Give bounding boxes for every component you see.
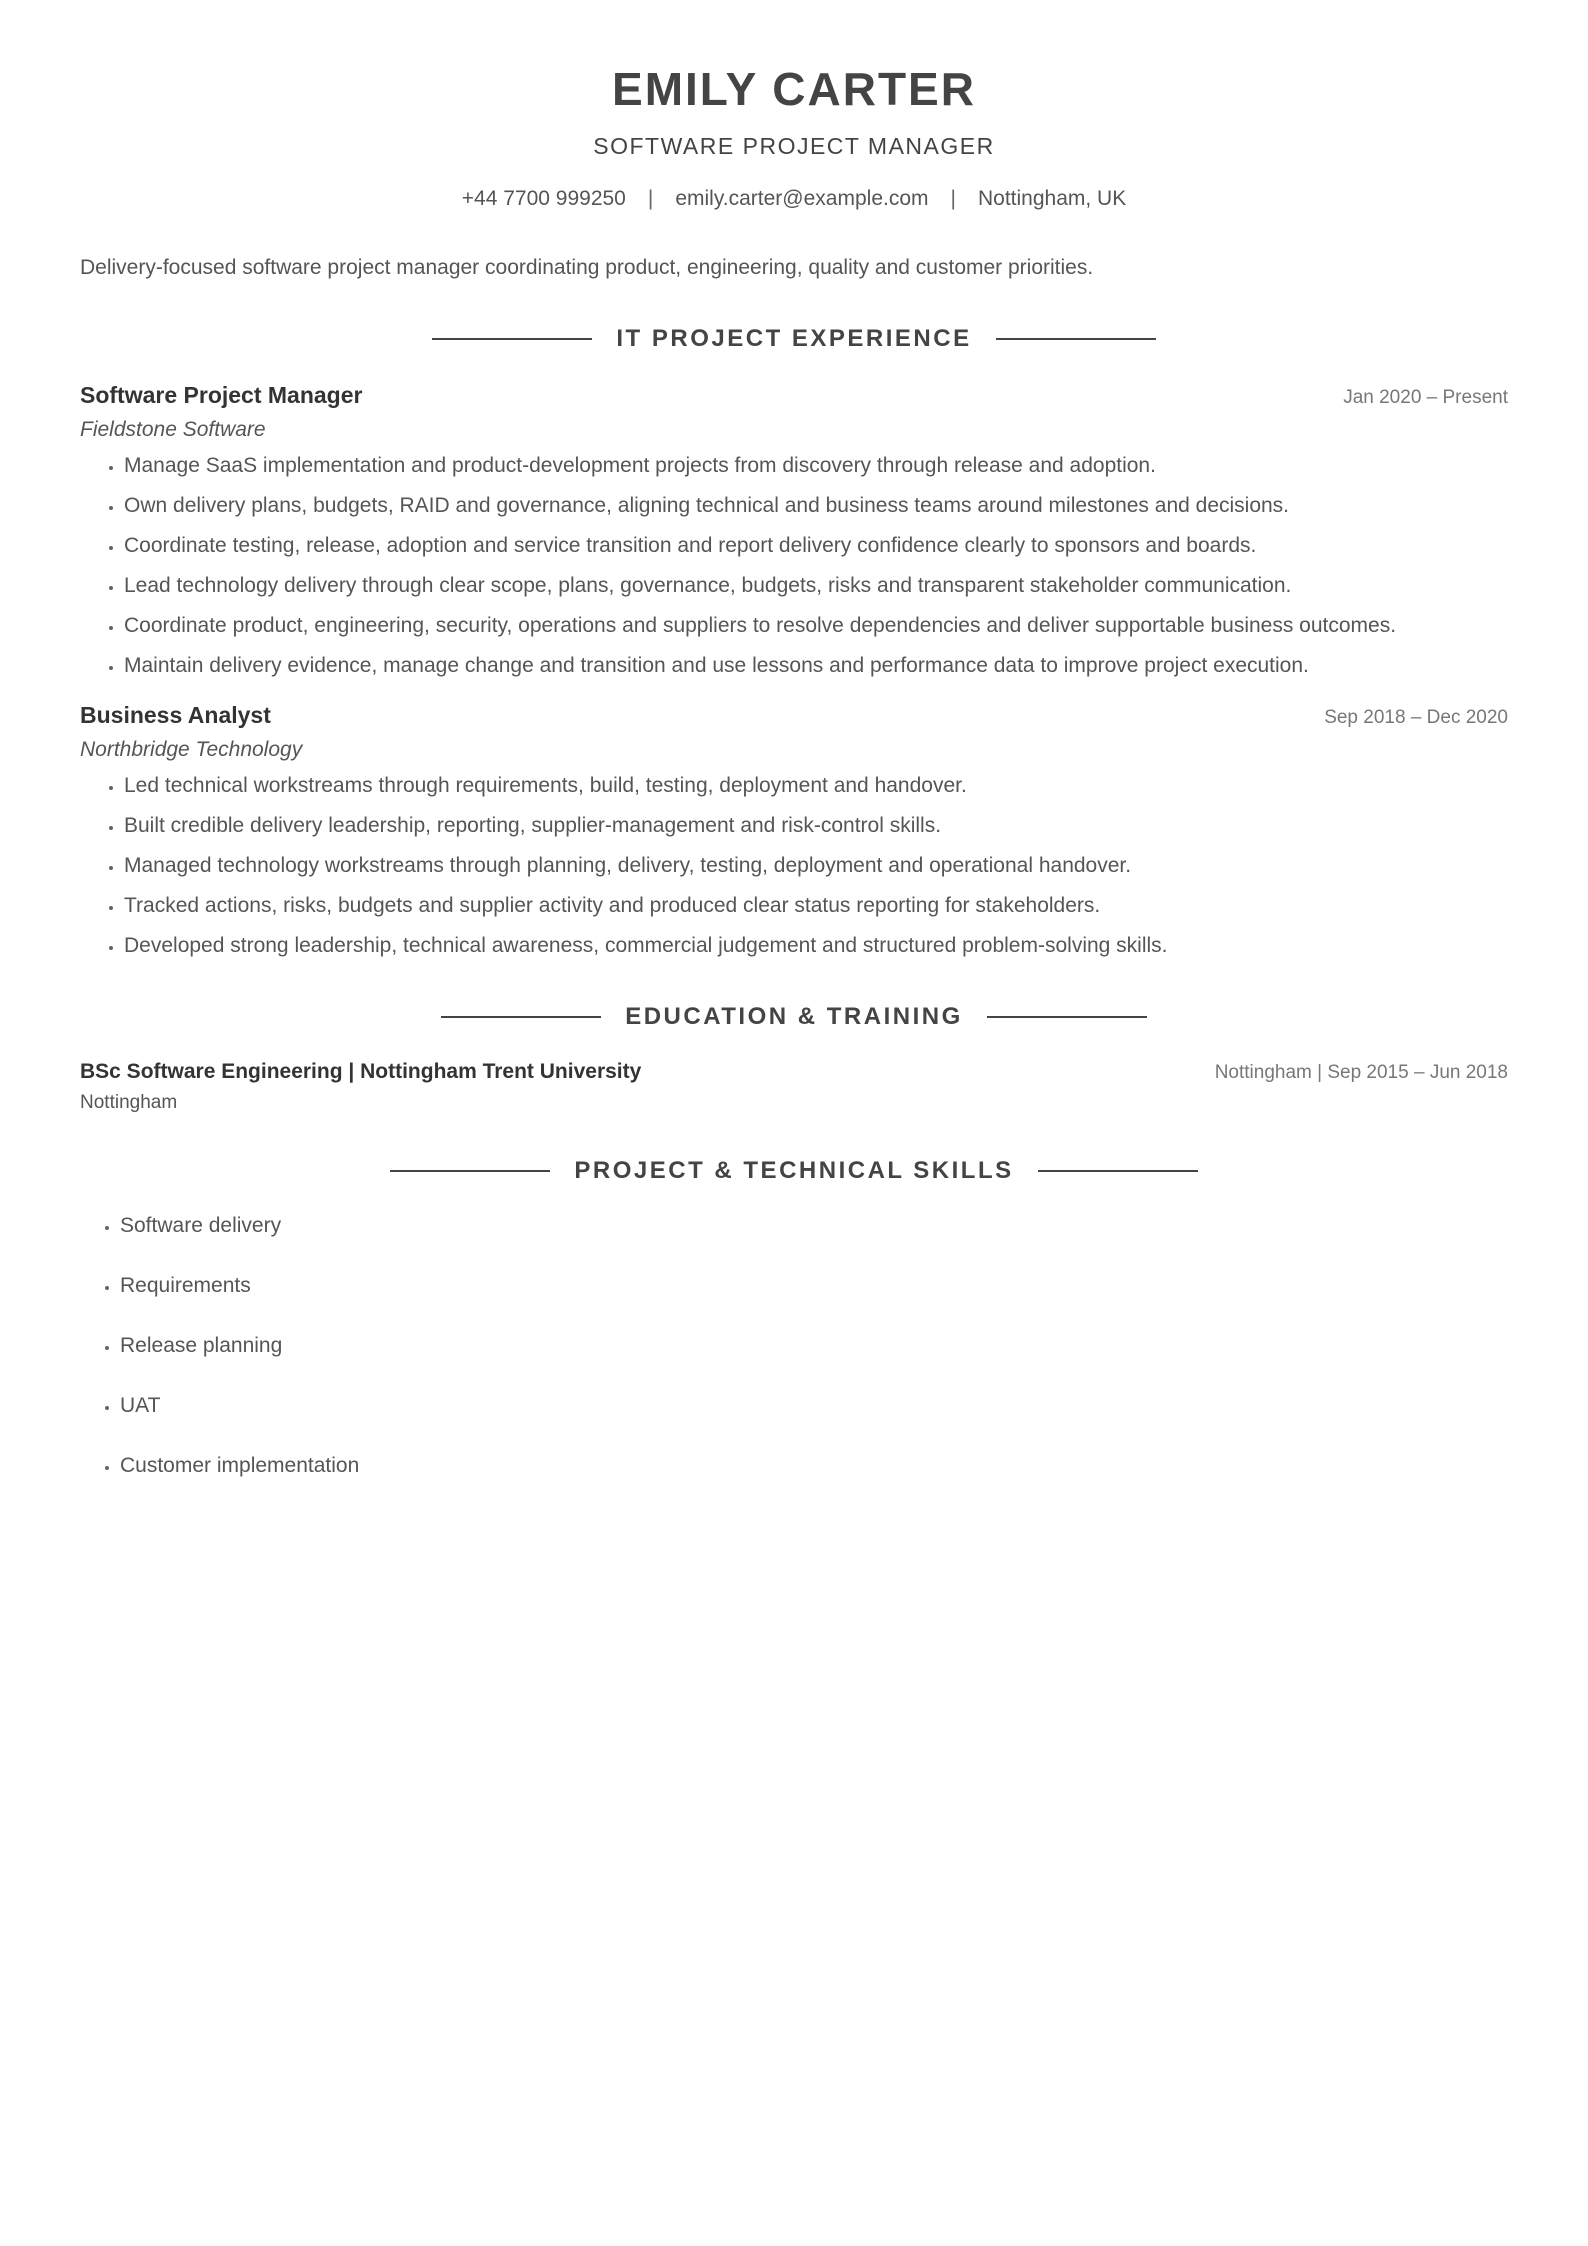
education-header <box>80 1058 1508 1086</box>
heading-rule-right <box>996 338 1156 340</box>
skill-item: • Software delivery <box>120 1212 1508 1240</box>
job-bullet: • Tracked actions, risks, budgets and supplier activity and produced clear status reporting for stakeholders. <box>124 892 1508 920</box>
job-entry <box>80 380 1508 680</box>
job-company: Fieldstone Software <box>80 418 266 441</box>
experience-heading <box>80 324 1508 354</box>
education-location: Nottingham <box>80 1092 178 1113</box>
heading-rule-right <box>987 1016 1147 1018</box>
job-bullet: • Lead technology delivery through clear scope, plans, governance, budgets, risks and transparent stakeholder communication. <box>124 572 1508 600</box>
job-bullet: • Manage SaaS implementation and product-development projects from discovery through release and adoption. <box>124 452 1508 480</box>
contact-location: Nottingham, UK <box>977 187 1127 210</box>
contact-line <box>80 186 1508 212</box>
profile-summary: Delivery-focused software project manager coordinating product, engineering, quality and customer priorities. <box>80 256 1094 279</box>
job-bullet: • Developed strong leadership, technical awareness, commercial judgement and structured problem-solving skills. <box>124 932 1508 960</box>
skill-item: • Release planning <box>120 1332 1508 1360</box>
job-dates: Sep 2018 – Dec 2020 <box>1324 707 1508 728</box>
education-degree: BSc Software Engineering | Nottingham Trent University <box>80 1060 642 1083</box>
job-bullet: • Maintain delivery evidence, manage change and transition and use lessons and performance data to improve project execution. <box>124 652 1508 680</box>
contact-separator: | <box>950 187 956 210</box>
job-dates: Jan 2020 – Present <box>1343 387 1508 408</box>
education-heading <box>80 1002 1508 1032</box>
heading-rule-left <box>432 338 592 340</box>
job-bullets <box>80 772 1508 960</box>
job-bullet: • Own delivery plans, budgets, RAID and governance, aligning technical and business teams around milestones and decisions. <box>124 492 1508 520</box>
job-bullet: • Managed technology workstreams through planning, delivery, testing, deployment and operational handover. <box>124 852 1508 880</box>
heading-rule-left <box>441 1016 601 1018</box>
job-bullet: • Coordinate testing, release, adoption and service transition and report delivery confidence clearly to sponsors and boards. <box>124 532 1508 560</box>
job-header <box>80 380 1508 410</box>
candidate-title: SOFTWARE PROJECT MANAGER <box>593 133 995 159</box>
contact-phone: +44 7700 999250 <box>461 187 626 210</box>
job-bullet: • Built credible delivery leadership, reporting, supplier-management and risk-control skills. <box>124 812 1508 840</box>
job-title: Software Project Manager <box>80 382 363 408</box>
skills-heading <box>80 1156 1508 1186</box>
skills-heading-label: PROJECT & TECHNICAL SKILLS <box>574 1157 1014 1184</box>
education-entry <box>80 1058 1508 1114</box>
experience-heading-label: IT PROJECT EXPERIENCE <box>616 325 972 352</box>
skill-item: • Requirements <box>120 1272 1508 1300</box>
heading-rule-left <box>390 1170 550 1172</box>
education-heading-label: EDUCATION & TRAINING <box>625 1003 963 1030</box>
skills-list <box>80 1212 1508 1480</box>
job-header <box>80 700 1508 730</box>
skill-item: • Customer implementation <box>120 1452 1508 1480</box>
contact-separator: | <box>647 187 654 210</box>
job-bullet: • Led technical workstreams through requirements, build, testing, deployment and handover. <box>124 772 1508 800</box>
contact-email: emily.carter@example.com <box>675 187 929 210</box>
skill-item: • UAT <box>120 1392 1508 1420</box>
job-company: Northbridge Technology <box>80 738 303 761</box>
job-title: Business Analyst <box>80 702 271 728</box>
job-bullets <box>80 452 1508 680</box>
heading-rule-right <box>1038 1170 1198 1172</box>
education-meta: Nottingham | Sep 2015 – Jun 2018 <box>1214 1062 1508 1083</box>
job-bullet: • Coordinate product, engineering, security, operations and suppliers to resolve dependencies and deliver supportable business outcomes. <box>124 612 1508 640</box>
candidate-name: EMILY CARTER <box>612 63 976 115</box>
job-entry <box>80 700 1508 960</box>
